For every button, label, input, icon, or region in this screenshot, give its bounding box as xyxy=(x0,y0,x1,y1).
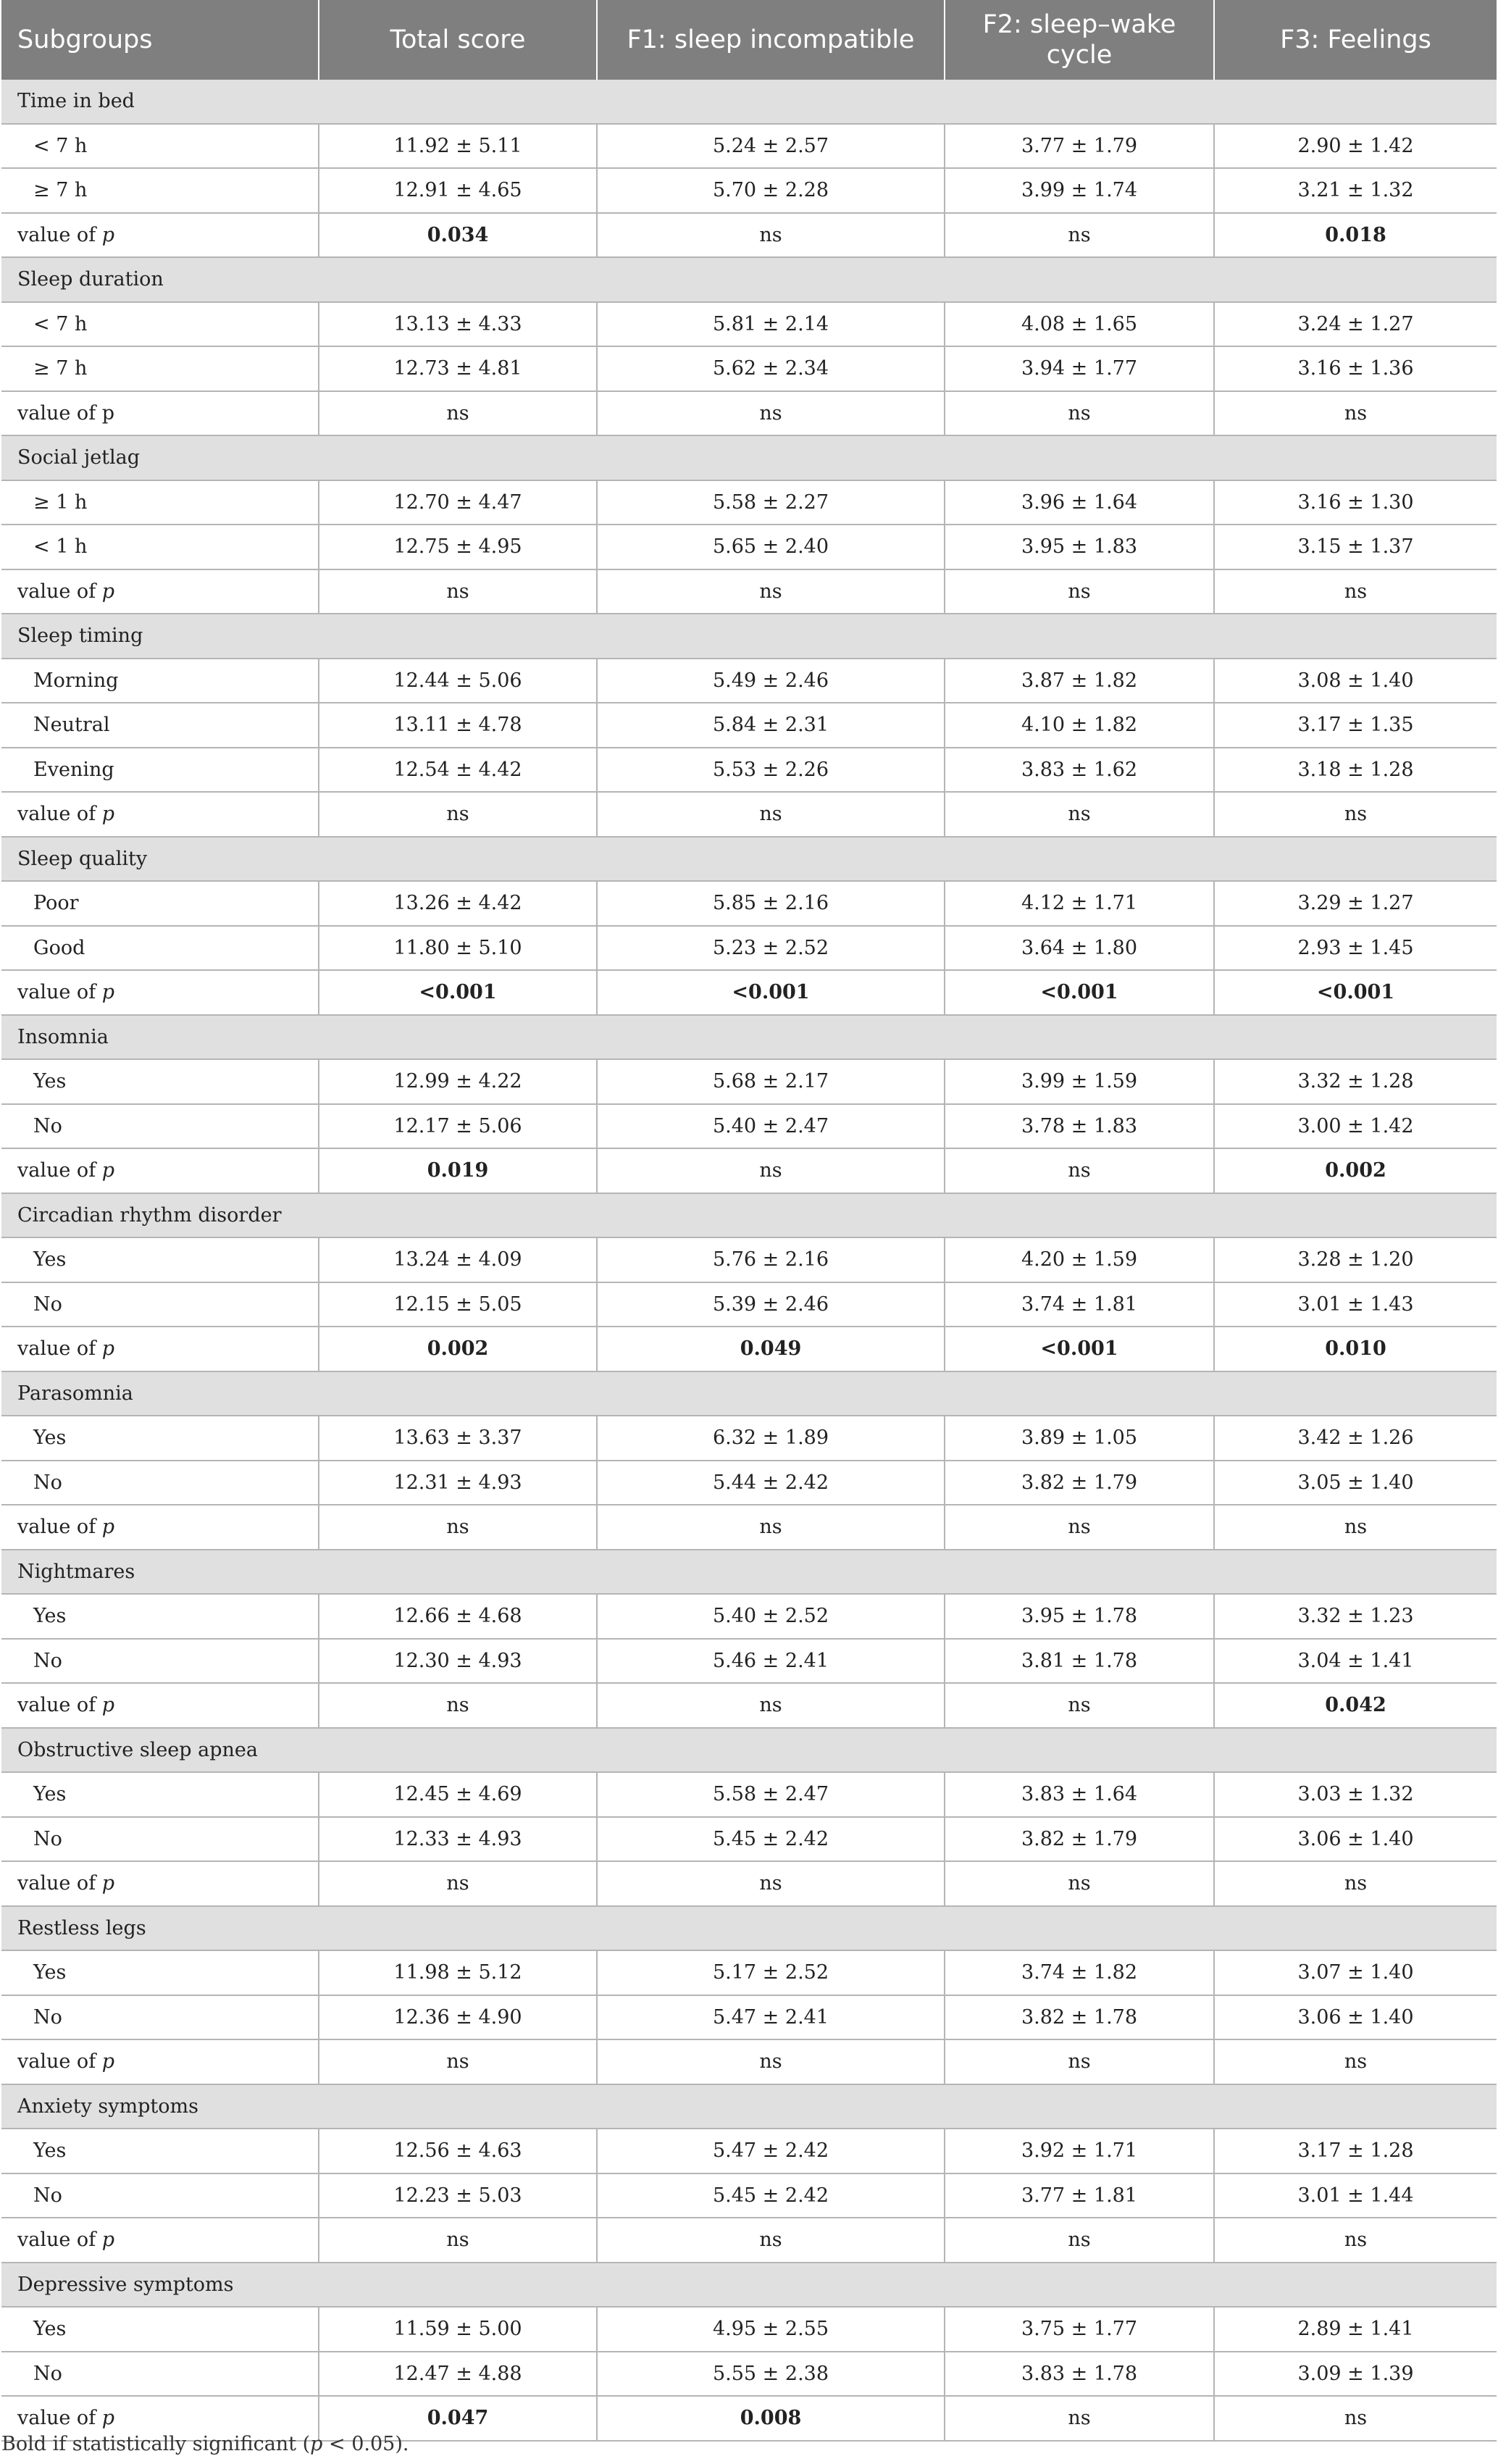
table-cell: 3.82 ± 1.79 xyxy=(945,1461,1214,1505)
table-cell: 3.07 ± 1.40 xyxy=(1214,1950,1497,1995)
p-value-cell: 0.010 xyxy=(1214,1327,1497,1371)
p-value-row xyxy=(1,1327,1497,1371)
row-label: Yes xyxy=(1,2129,319,2173)
p-value-cell: ns xyxy=(319,569,597,614)
table-cell: 5.40 ± 2.52 xyxy=(597,1594,945,1639)
table-row xyxy=(1,2129,1497,2173)
row-label: Yes xyxy=(1,1594,319,1639)
table-row xyxy=(1,2307,1497,2352)
p-value-cell: ns xyxy=(597,1861,945,1906)
p-value-cell: ns xyxy=(319,1861,597,1906)
table-cell: 3.16 ± 1.36 xyxy=(1214,346,1497,391)
p-value-cell: ns xyxy=(597,569,945,614)
p-value-label: value of p xyxy=(1,2218,319,2263)
results-table xyxy=(1,0,1497,2442)
table-cell: 3.03 ± 1.32 xyxy=(1214,1772,1497,1817)
table-cell: 5.53 ± 2.26 xyxy=(597,748,945,793)
group-title: Nightmares xyxy=(1,1550,1497,1595)
table-cell: 3.95 ± 1.78 xyxy=(945,1594,1214,1639)
row-label: Yes xyxy=(1,1950,319,1995)
row-label: No xyxy=(1,1817,319,1862)
header-total-score: Total score xyxy=(319,0,597,80)
p-value-row xyxy=(1,970,1497,1015)
table-cell: 3.18 ± 1.28 xyxy=(1214,748,1497,793)
table-cell: 3.82 ± 1.78 xyxy=(945,1995,1214,2040)
p-value-cell: ns xyxy=(945,213,1214,258)
table-cell: 3.01 ± 1.44 xyxy=(1214,2173,1497,2218)
table-cell: 5.39 ± 2.46 xyxy=(597,1282,945,1327)
table-cell: 4.08 ± 1.65 xyxy=(945,302,1214,347)
group-title: Sleep quality xyxy=(1,837,1497,882)
table-cell: 12.31 ± 4.93 xyxy=(319,1461,597,1505)
group-header-row xyxy=(1,1015,1497,1060)
p-value-cell: ns xyxy=(597,213,945,258)
table-row xyxy=(1,168,1497,213)
table-cell: 12.23 ± 5.03 xyxy=(319,2173,597,2218)
p-value-row xyxy=(1,1505,1497,1550)
table-row xyxy=(1,1461,1497,1505)
table-row xyxy=(1,1237,1497,1282)
row-label: Evening xyxy=(1,748,319,793)
header-row xyxy=(1,0,1497,80)
p-value-cell: <0.001 xyxy=(1214,970,1497,1015)
p-value-cell: ns xyxy=(319,1683,597,1728)
table-cell: 12.30 ± 4.93 xyxy=(319,1639,597,1684)
table-cell: 3.74 ± 1.81 xyxy=(945,1282,1214,1327)
table-cell: 5.17 ± 2.52 xyxy=(597,1950,945,1995)
table-cell: 3.99 ± 1.74 xyxy=(945,168,1214,213)
group-title: Circadian rhythm disorder xyxy=(1,1193,1497,1238)
table-cell: 3.87 ± 1.82 xyxy=(945,659,1214,703)
table-row xyxy=(1,2352,1497,2397)
group-header-row xyxy=(1,2084,1497,2129)
p-value-row xyxy=(1,2218,1497,2263)
p-value-label: value of p xyxy=(1,792,319,837)
header-f3: F3: Feelings xyxy=(1214,0,1497,80)
table-cell: 11.98 ± 5.12 xyxy=(319,1950,597,1995)
table-row xyxy=(1,881,1497,926)
group-title: Sleep duration xyxy=(1,257,1497,302)
row-label: < 1 h xyxy=(1,525,319,569)
table-cell: 3.04 ± 1.41 xyxy=(1214,1639,1497,1684)
table-row xyxy=(1,1995,1497,2040)
p-value-cell: 0.019 xyxy=(319,1148,597,1193)
group-title: Social jetlag xyxy=(1,435,1497,480)
table-cell: 5.58 ± 2.47 xyxy=(597,1772,945,1817)
table-cell: 5.70 ± 2.28 xyxy=(597,168,945,213)
table-cell: 4.10 ± 1.82 xyxy=(945,703,1214,748)
p-value-cell: ns xyxy=(1214,1861,1497,1906)
table-cell: 5.81 ± 2.14 xyxy=(597,302,945,347)
p-value-cell: ns xyxy=(319,792,597,837)
group-header-row xyxy=(1,435,1497,480)
p-value-cell: ns xyxy=(597,1148,945,1193)
table-row xyxy=(1,302,1497,347)
table-cell: 3.32 ± 1.28 xyxy=(1214,1059,1497,1104)
table-row xyxy=(1,748,1497,793)
table-cell: 12.75 ± 4.95 xyxy=(319,525,597,569)
table-cell: 3.96 ± 1.64 xyxy=(945,480,1214,525)
table-cell: 3.82 ± 1.79 xyxy=(945,1817,1214,1862)
p-value-cell: ns xyxy=(945,391,1214,436)
table-cell: 3.81 ± 1.78 xyxy=(945,1639,1214,1684)
table-cell: 3.78 ± 1.83 xyxy=(945,1104,1214,1149)
table-row xyxy=(1,525,1497,569)
row-label: No xyxy=(1,1282,319,1327)
table-cell: 4.20 ± 1.59 xyxy=(945,1237,1214,1282)
p-value-cell: 0.002 xyxy=(1214,1148,1497,1193)
table-cell: 3.77 ± 1.79 xyxy=(945,124,1214,169)
table-cell: 12.66 ± 4.68 xyxy=(319,1594,597,1639)
group-title: Parasomnia xyxy=(1,1371,1497,1416)
row-label: No xyxy=(1,2352,319,2397)
footnote: Bold if statistically significant (p < 0.05). xyxy=(1,2433,409,2455)
row-label: No xyxy=(1,1639,319,1684)
p-value-cell: ns xyxy=(1214,391,1497,436)
p-value-label: value of p xyxy=(1,213,319,258)
table-cell: 3.15 ± 1.37 xyxy=(1214,525,1497,569)
p-value-cell: ns xyxy=(945,569,1214,614)
table-cell: 12.33 ± 4.93 xyxy=(319,1817,597,1862)
row-label: Good xyxy=(1,926,319,971)
table-cell: 5.68 ± 2.17 xyxy=(597,1059,945,1104)
table-cell: 5.58 ± 2.27 xyxy=(597,480,945,525)
header-subgroups: Subgroups xyxy=(1,0,319,80)
row-label: ≥ 1 h xyxy=(1,480,319,525)
p-value-cell: ns xyxy=(1214,569,1497,614)
table-header xyxy=(1,0,1497,80)
p-value-cell: 0.034 xyxy=(319,213,597,258)
table-cell: 12.45 ± 4.69 xyxy=(319,1772,597,1817)
table-cell: 2.90 ± 1.42 xyxy=(1214,124,1497,169)
p-value-cell: ns xyxy=(597,792,945,837)
row-label: Yes xyxy=(1,1416,319,1461)
p-value-cell: ns xyxy=(597,1505,945,1550)
p-value-cell: 0.049 xyxy=(597,1327,945,1371)
table-row xyxy=(1,346,1497,391)
p-value-cell: ns xyxy=(597,1683,945,1728)
row-label: < 7 h xyxy=(1,302,319,347)
table-cell: 5.49 ± 2.46 xyxy=(597,659,945,703)
table-cell: 5.47 ± 2.41 xyxy=(597,1995,945,2040)
group-title: Time in bed xyxy=(1,80,1497,124)
table-row xyxy=(1,1059,1497,1104)
table-cell: 3.17 ± 1.28 xyxy=(1214,2129,1497,2173)
p-value-cell: 0.047 xyxy=(319,2396,597,2441)
p-value-cell: ns xyxy=(1214,1505,1497,1550)
table-cell: 3.92 ± 1.71 xyxy=(945,2129,1214,2173)
table-cell: 6.32 ± 1.89 xyxy=(597,1416,945,1461)
table-cell: 5.44 ± 2.42 xyxy=(597,1461,945,1505)
table-row xyxy=(1,124,1497,169)
p-value-label: value of p xyxy=(1,1683,319,1728)
table-row xyxy=(1,2173,1497,2218)
table-cell: 13.13 ± 4.33 xyxy=(319,302,597,347)
table-cell: 3.83 ± 1.64 xyxy=(945,1772,1214,1817)
table-cell: 3.83 ± 1.62 xyxy=(945,748,1214,793)
table-cell: 5.24 ± 2.57 xyxy=(597,124,945,169)
table-cell: 5.40 ± 2.47 xyxy=(597,1104,945,1149)
table-row xyxy=(1,1594,1497,1639)
table-cell: 13.11 ± 4.78 xyxy=(319,703,597,748)
group-title: Anxiety symptoms xyxy=(1,2084,1497,2129)
table-cell: 12.73 ± 4.81 xyxy=(319,346,597,391)
table-cell: 5.23 ± 2.52 xyxy=(597,926,945,971)
table-cell: 3.06 ± 1.40 xyxy=(1214,1995,1497,2040)
p-value-cell: ns xyxy=(597,391,945,436)
row-label: ≥ 7 h xyxy=(1,346,319,391)
table-row xyxy=(1,1639,1497,1684)
row-label: No xyxy=(1,2173,319,2218)
group-title: Restless legs xyxy=(1,1906,1497,1951)
table-cell: 5.45 ± 2.42 xyxy=(597,1817,945,1862)
table-cell: 3.28 ± 1.20 xyxy=(1214,1237,1497,1282)
p-value-cell: ns xyxy=(945,2039,1214,2084)
table-cell: 5.85 ± 2.16 xyxy=(597,881,945,926)
p-value-cell: <0.001 xyxy=(319,970,597,1015)
table-cell: 3.17 ± 1.35 xyxy=(1214,703,1497,748)
table-cell: 3.01 ± 1.43 xyxy=(1214,1282,1497,1327)
table-cell: 3.42 ± 1.26 xyxy=(1214,1416,1497,1461)
p-value-row xyxy=(1,213,1497,258)
table-cell: 12.36 ± 4.90 xyxy=(319,1995,597,2040)
table-cell: 3.05 ± 1.40 xyxy=(1214,1461,1497,1505)
table-cell: 12.99 ± 4.22 xyxy=(319,1059,597,1104)
p-value-label: value of p xyxy=(1,1505,319,1550)
p-value-cell: ns xyxy=(945,2396,1214,2441)
table-cell: 12.15 ± 5.05 xyxy=(319,1282,597,1327)
table-cell: 12.56 ± 4.63 xyxy=(319,2129,597,2173)
table-cell: 11.59 ± 5.00 xyxy=(319,2307,597,2352)
table-row xyxy=(1,1104,1497,1149)
row-label: Yes xyxy=(1,1059,319,1104)
table-cell: 3.83 ± 1.78 xyxy=(945,2352,1214,2397)
table-cell: 3.09 ± 1.39 xyxy=(1214,2352,1497,2397)
p-value-cell: ns xyxy=(1214,792,1497,837)
table-cell: 5.45 ± 2.42 xyxy=(597,2173,945,2218)
table-cell: 5.55 ± 2.38 xyxy=(597,2352,945,2397)
table-row xyxy=(1,1416,1497,1461)
table-cell: 3.32 ± 1.23 xyxy=(1214,1594,1497,1639)
table-cell: 4.12 ± 1.71 xyxy=(945,881,1214,926)
table-cell: 3.24 ± 1.27 xyxy=(1214,302,1497,347)
table-row xyxy=(1,1817,1497,1862)
row-label: Poor xyxy=(1,881,319,926)
table-cell: 3.21 ± 1.32 xyxy=(1214,168,1497,213)
table-cell: 3.77 ± 1.81 xyxy=(945,2173,1214,2218)
group-header-row xyxy=(1,837,1497,882)
table-row xyxy=(1,659,1497,703)
p-value-label: value of p xyxy=(1,2039,319,2084)
p-value-cell: <0.001 xyxy=(945,970,1214,1015)
table-cell: 3.29 ± 1.27 xyxy=(1214,881,1497,926)
p-value-cell: ns xyxy=(1214,2396,1497,2441)
table-cell: 3.64 ± 1.80 xyxy=(945,926,1214,971)
row-label: Yes xyxy=(1,2307,319,2352)
row-label: No xyxy=(1,1461,319,1505)
p-value-cell: ns xyxy=(945,1861,1214,1906)
group-header-row xyxy=(1,2263,1497,2308)
table-cell: 2.93 ± 1.45 xyxy=(1214,926,1497,971)
p-value-cell: 0.008 xyxy=(597,2396,945,2441)
p-value-row xyxy=(1,391,1497,436)
header-f1: F1: sleep incompatible xyxy=(597,0,945,80)
header-f2: F2: sleep–wake cycle xyxy=(945,0,1214,80)
group-header-row xyxy=(1,614,1497,659)
p-value-label: value of p xyxy=(1,1327,319,1371)
p-value-row xyxy=(1,1148,1497,1193)
table-cell: 5.65 ± 2.40 xyxy=(597,525,945,569)
table-cell: 3.95 ± 1.83 xyxy=(945,525,1214,569)
p-value-cell: ns xyxy=(945,1148,1214,1193)
p-value-cell: ns xyxy=(1214,2039,1497,2084)
table-cell: 5.47 ± 2.42 xyxy=(597,2129,945,2173)
table-cell: 5.84 ± 2.31 xyxy=(597,703,945,748)
p-value-cell: ns xyxy=(597,2039,945,2084)
group-title: Insomnia xyxy=(1,1015,1497,1060)
table-row xyxy=(1,1282,1497,1327)
p-value-cell: ns xyxy=(945,2218,1214,2263)
table-cell: 3.16 ± 1.30 xyxy=(1214,480,1497,525)
p-value-label: value of p xyxy=(1,569,319,614)
group-header-row xyxy=(1,257,1497,302)
p-value-cell: ns xyxy=(319,2039,597,2084)
group-header-row xyxy=(1,1728,1497,1773)
table-cell: 12.47 ± 4.88 xyxy=(319,2352,597,2397)
p-value-label: value of p xyxy=(1,391,319,436)
table-cell: 3.94 ± 1.77 xyxy=(945,346,1214,391)
p-value-cell: ns xyxy=(1214,2218,1497,2263)
table-cell: 3.75 ± 1.77 xyxy=(945,2307,1214,2352)
p-value-row xyxy=(1,2039,1497,2084)
group-header-row xyxy=(1,1371,1497,1416)
group-title: Obstructive sleep apnea xyxy=(1,1728,1497,1773)
row-label: ≥ 7 h xyxy=(1,168,319,213)
p-value-cell: ns xyxy=(319,1505,597,1550)
table-cell: 13.26 ± 4.42 xyxy=(319,881,597,926)
table-cell: 2.89 ± 1.41 xyxy=(1214,2307,1497,2352)
table-cell: 11.80 ± 5.10 xyxy=(319,926,597,971)
table-cell: 3.99 ± 1.59 xyxy=(945,1059,1214,1104)
table-row xyxy=(1,480,1497,525)
table-cell: 12.17 ± 5.06 xyxy=(319,1104,597,1149)
p-value-row xyxy=(1,1683,1497,1728)
table-body xyxy=(1,80,1497,2441)
table-row xyxy=(1,1950,1497,1995)
p-value-cell: ns xyxy=(945,792,1214,837)
row-label: No xyxy=(1,1995,319,2040)
table-cell: 12.91 ± 4.65 xyxy=(319,168,597,213)
group-header-row xyxy=(1,1906,1497,1951)
p-value-cell: <0.001 xyxy=(945,1327,1214,1371)
p-value-cell: ns xyxy=(945,1683,1214,1728)
p-value-cell: ns xyxy=(319,2218,597,2263)
table-cell: 12.54 ± 4.42 xyxy=(319,748,597,793)
p-value-row xyxy=(1,792,1497,837)
table-cell: 3.00 ± 1.42 xyxy=(1214,1104,1497,1149)
table-cell: 4.95 ± 2.55 xyxy=(597,2307,945,2352)
table-cell: 13.63 ± 3.37 xyxy=(319,1416,597,1461)
table-cell: 5.76 ± 2.16 xyxy=(597,1237,945,1282)
table-cell: 3.74 ± 1.82 xyxy=(945,1950,1214,1995)
table-cell: 5.46 ± 2.41 xyxy=(597,1639,945,1684)
p-value-label: value of p xyxy=(1,1861,319,1906)
row-label: Neutral xyxy=(1,703,319,748)
row-label: Morning xyxy=(1,659,319,703)
p-value-label: value of p xyxy=(1,1148,319,1193)
table-row xyxy=(1,703,1497,748)
group-header-row xyxy=(1,80,1497,124)
table-cell: 3.89 ± 1.05 xyxy=(945,1416,1214,1461)
p-value-cell: ns xyxy=(319,391,597,436)
p-value-cell: ns xyxy=(945,1505,1214,1550)
table-cell: 13.24 ± 4.09 xyxy=(319,1237,597,1282)
row-label: Yes xyxy=(1,1772,319,1817)
p-value-label: value of p xyxy=(1,970,319,1015)
table-cell: 5.62 ± 2.34 xyxy=(597,346,945,391)
group-header-row xyxy=(1,1193,1497,1238)
row-label: No xyxy=(1,1104,319,1149)
group-title: Depressive symptoms xyxy=(1,2263,1497,2308)
table-cell: 12.44 ± 5.06 xyxy=(319,659,597,703)
table-row xyxy=(1,1772,1497,1817)
p-value-row xyxy=(1,1861,1497,1906)
p-value-cell: <0.001 xyxy=(597,970,945,1015)
table-cell: 3.06 ± 1.40 xyxy=(1214,1817,1497,1862)
table-cell: 11.92 ± 5.11 xyxy=(319,124,597,169)
p-value-cell: ns xyxy=(597,2218,945,2263)
row-label: < 7 h xyxy=(1,124,319,169)
p-value-cell: 0.018 xyxy=(1214,213,1497,258)
p-value-label: value of p xyxy=(1,2396,319,2441)
table-cell: 12.70 ± 4.47 xyxy=(319,480,597,525)
row-label: Yes xyxy=(1,1237,319,1282)
table-row xyxy=(1,926,1497,971)
p-value-cell: 0.002 xyxy=(319,1327,597,1371)
group-header-row xyxy=(1,1550,1497,1595)
p-value-row xyxy=(1,569,1497,614)
group-title: Sleep timing xyxy=(1,614,1497,659)
table-cell: 3.08 ± 1.40 xyxy=(1214,659,1497,703)
p-value-cell: 0.042 xyxy=(1214,1683,1497,1728)
